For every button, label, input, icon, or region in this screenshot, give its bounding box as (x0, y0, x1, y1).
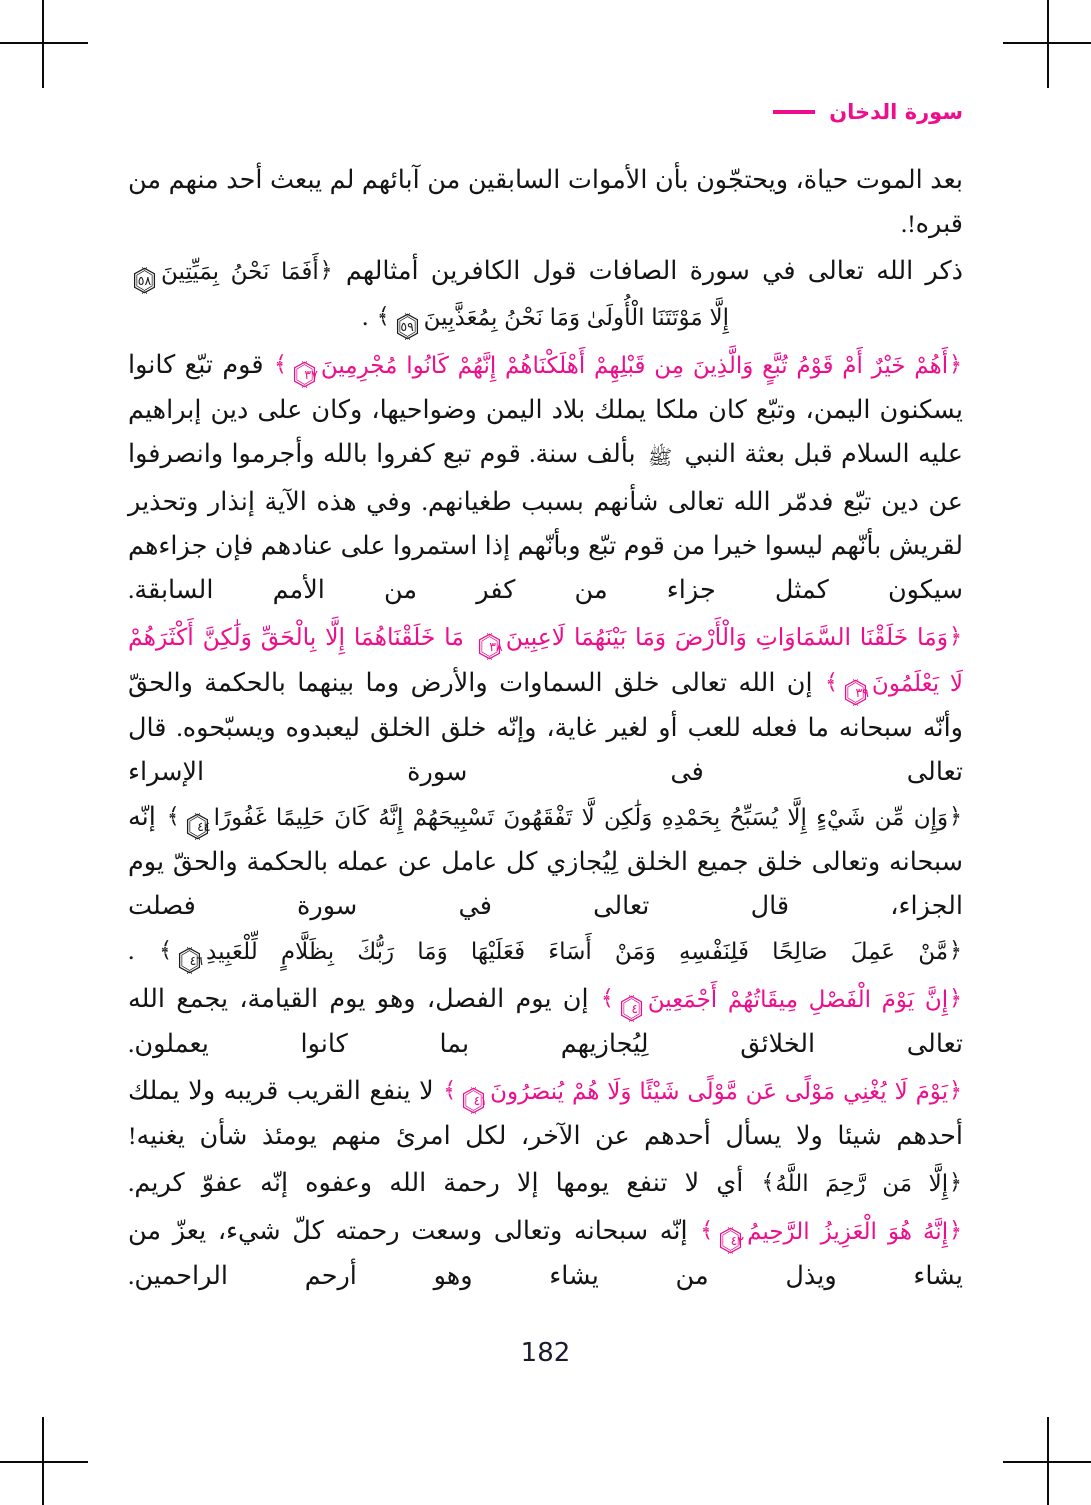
ayah-number-marker (176, 947, 203, 974)
crop-mark-top-left-vertical (42, 0, 44, 88)
running-head (773, 100, 963, 124)
quran-verse-text: إِلَّا مَن رَّحِمَ اللَّهُ (775, 1171, 949, 1196)
ayah-number-value: ٤٦ (189, 953, 204, 968)
quote-open-ornament-icon: ﴿ (949, 623, 963, 648)
quran-verse-text: إِنَّهُ هُوَ الْعَزِيزُ الرَّحِيمُ (747, 1219, 949, 1244)
ayah-number-value: ٤٤ (197, 819, 211, 834)
commentary-paragraph (128, 158, 963, 246)
ayah-number-marker (618, 995, 645, 1022)
commentary-text: إنّه سبحانه وتعالى خلق جميع الخلق لِيُجازي كل عامل عن عمله بالحكمة والحقّ يوم الجزاء، قال تعالى في سورة فصلت (128, 802, 963, 920)
commentary-paragraph (128, 342, 963, 612)
commentary-paragraph (128, 660, 963, 974)
commentary-text: بألف سنة. قوم تبع كفروا بالله وأجرموا وانصرفوا عن دين تبّع فدمّر الله تعالى شأنهم بسبب طغيانهم. وفي هذه الآية إنذار وتحذير لقريش بأنّهم ليسوا خيرا من قوم تبّع وبأنّهم إذا استمروا على عنادهم فإن جزاءهم سيكون كمثل جزاء من كفر من الأمم السابقة. (128, 439, 963, 604)
quote-open-ornament-icon: ﴿ (949, 1217, 962, 1242)
ayah-number-value: ٥٨ (137, 273, 152, 288)
quran-verse-text: يَوْمَ لَا يُغْنِي مَوْلًى عَن مَّوْلًى شَيْئًا وَلَا هُمْ يُنصَرُونَ (490, 1079, 949, 1104)
quote-open-ornament-icon: ﴿ (949, 985, 962, 1010)
quran-verse-text: لَا يَعْلَمُونَ (871, 671, 963, 696)
commentary-text: . (362, 302, 376, 331)
commentary-text: قوم تبّع كانوا يسكنون اليمن، وتبّع كان ملكا يملك بلاد اليمن وضواحيها، وكان على دين إبراهيم عليه السلام قبل بعثة النبي (128, 350, 963, 468)
commentary-text: . (128, 936, 159, 965)
quran-verse-text: مَّنْ عَمِلَ صَالِحًا فَلِنَفْسِهِ وَمَنْ أَسَاءَ فَعَلَيْهَا وَمَا رَبُّكَ بِظَلَّامٍ لِّلْعَبِيدِ (206, 939, 949, 964)
ayah-number-value: ٣٧ (304, 367, 318, 382)
ayah-number-value: ٤٠ (631, 1001, 645, 1016)
quran-verse-text: أَهُمْ خَيْرٌ أَمْ قَوْمُ تُبَّعٍ وَالَّذِينَ مِن قَبْلِهِمْ أَهْلَكْنَاهُمْ إِنَّهُمْ كَانُوا مُجْرِمِينَ (320, 353, 949, 378)
quran-verse-text: وَمَا خَلَقْنَا السَّمَاوَاتِ وَالْأَرْضَ وَمَا بَيْنَهُمَا لَاعِبِينَ (505, 625, 949, 651)
crop-mark-bottom-left-horizontal (0, 1461, 88, 1463)
quote-close-ornament-icon: ﴾ (273, 351, 287, 376)
ayah-number-marker (131, 267, 158, 294)
quote-close-ornament-icon: ﴾ (700, 1217, 714, 1242)
quote-close-ornament-icon: ﴾ (761, 1169, 775, 1194)
quote-open-ornament-icon: ﴿ (949, 351, 962, 376)
quote-close-ornament-icon: ﴾ (600, 985, 614, 1010)
commentary-text: لا ينفع القريب قريبه ولا يملك أحدهم شيئا ولا يسأل أحدهم عن الآخر، لكل امرئ منهم يومئذ شأن يغنيه! (128, 1076, 963, 1150)
quran-verse-text: أَفَمَا نَحْنُ بِمَيِّتِينَ (161, 259, 319, 284)
ayah-number-value: ٤١ (473, 1093, 488, 1108)
quran-verse-text: إِنَّ يَوْمَ الْفَصْلِ مِيقَاتُهُمْ أَجْمَعِينَ (647, 987, 949, 1012)
ayah-number-marker (460, 1087, 487, 1114)
quote-open-ornament-icon: ﴿ (319, 257, 333, 282)
crop-mark-top-right-vertical (1047, 0, 1049, 88)
crop-mark-top-left-horizontal (0, 42, 88, 44)
quran-verse-text: وَإِن مِّن شَيْءٍ إِلَّا يُسَبِّحُ بِحَمْدِهِ وَلَٰكِن لَّا تَفْقَهُونَ تَسْبِيحَهُمْ إِنَّهُ كَانَ حَلِيمًا غَفُورًا (213, 805, 949, 830)
quote-open-ornament-icon: ﴿ (949, 1169, 963, 1194)
commentary-paragraph (128, 1160, 963, 1206)
quote-close-ornament-icon: ﴾ (825, 669, 838, 694)
ayah-number-marker (842, 679, 869, 706)
quote-open-ornament-icon: ﴿ (949, 1077, 962, 1102)
page-number: 182 (520, 1338, 571, 1368)
ayah-number-marker (717, 1227, 744, 1254)
quote-close-ornament-icon: ﴾ (443, 1077, 457, 1102)
quote-open-ornament-icon: ﴿ (949, 803, 962, 828)
ayah-number-marker (184, 813, 211, 840)
commentary-text: إن الله تعالى خلق السماوات والأرض وما بينهما بالحكمة والحقّ وأنّه سبحانه ما فعله للعب أو لغير غاية، وإنّه خلق الخلق ليعبدوه ويسبّحوه. قال تعالى فى سورة الإسراء (128, 668, 963, 786)
quote-open-ornament-icon: ﴿ (949, 937, 963, 962)
body-text-block (128, 158, 963, 1300)
ayah-number-marker (394, 313, 421, 340)
ayah-number-value: ٣٩ (855, 685, 869, 700)
quran-verse-text: إِلَّا مَوْتَتَنَا الْأُولَىٰ وَمَا نَحْنُ بِمُعَذَّبِينَ (423, 305, 729, 330)
crop-mark-bottom-right-horizontal (1003, 1461, 1091, 1463)
running-head-surah-title: سورة الدخان (829, 100, 963, 124)
commentary-text: ذكر الله تعالى في سورة الصافات قول الكافرين أمثالهم (333, 256, 963, 285)
quran-verse-text: مَا خَلَقْنَاهُمَا إِلَّا بِالْحَقِّ وَلَٰكِنَّ أَكْثَرَهُمْ (128, 625, 473, 651)
commentary-paragraph (128, 976, 963, 1066)
ayah-number-value: ٣٨ (489, 639, 503, 654)
quote-close-ornament-icon: ﴾ (166, 803, 180, 828)
commentary-text: بعد الموت حياة، ويحتجّون بأن الأموات السابقين من آبائهم لم يبعث أحد منهم من قبره!. (128, 165, 963, 238)
quran-verse-line (128, 614, 963, 660)
commentary-text: إنّه سبحانه وتعالى وسعت رحمته كلّ شيء، يعزّ من يشاء ويذل من يشاء وهو أرحم الراحمين. (128, 1216, 963, 1290)
ayah-number-marker (291, 361, 318, 388)
ayah-number-value: ٥٩ (400, 319, 414, 334)
salla-allahu-alayhi-wasallam-icon: ﷺ (647, 447, 673, 469)
crop-mark-top-right-horizontal (1003, 42, 1091, 44)
commentary-paragraph (128, 1208, 963, 1298)
commentary-paragraph (128, 1068, 963, 1158)
quote-close-ornament-icon: ﴾ (376, 303, 390, 328)
commentary-text: إن يوم الفصل، وهو يوم القيامة، يجمع الله تعالى الخلائق لِيُجازيهم بما كانوا يعملون. (128, 984, 963, 1058)
quote-close-ornament-icon: ﴾ (159, 937, 173, 962)
running-head-rule (773, 110, 815, 114)
ayah-number-value: ٤٢ (730, 1233, 745, 1248)
ayah-number-marker (476, 633, 503, 660)
commentary-text: أي لا تنفع يومها إلا رحمة الله وعفوه إنّه عفوّ كريم. (128, 1168, 761, 1197)
commentary-paragraph (128, 248, 963, 340)
